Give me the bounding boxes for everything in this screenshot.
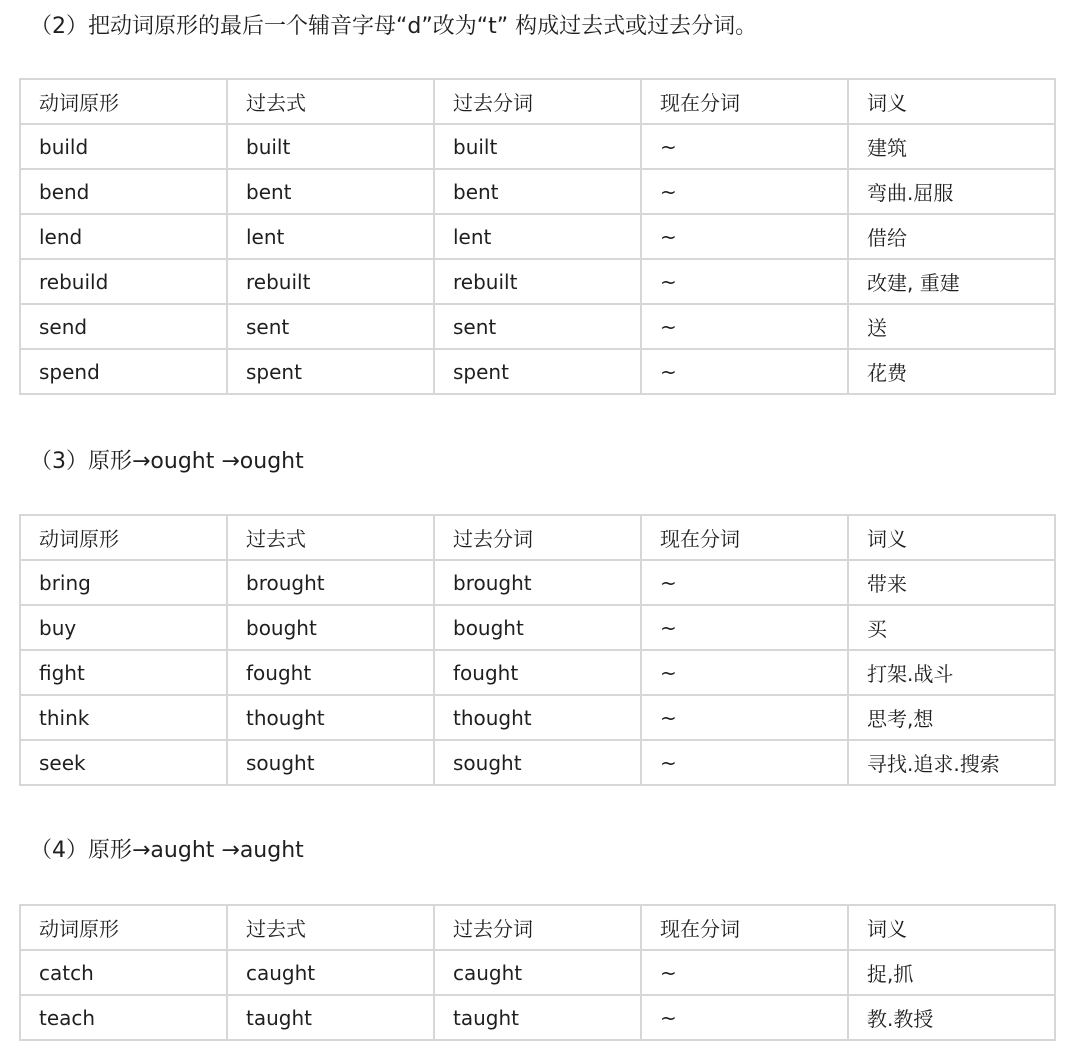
cell-past-participle: caught (434, 950, 641, 995)
cell-present-participle: ~ (641, 169, 848, 214)
table-header-row (20, 905, 1055, 950)
verb-table-ought (19, 514, 1056, 786)
cell-meaning: 打架.战斗 (848, 650, 1055, 695)
cell-present-participle: ~ (641, 995, 848, 1040)
table-row (20, 950, 1055, 995)
column-header-past-participle: 过去分词 (434, 515, 641, 560)
column-header-past-tense: 过去式 (227, 515, 434, 560)
table-row (20, 214, 1055, 259)
table-row (20, 124, 1055, 169)
table-row (20, 304, 1055, 349)
cell-base-form: bend (20, 169, 227, 214)
cell-past-participle: fought (434, 650, 641, 695)
cell-base-form: rebuild (20, 259, 227, 304)
cell-meaning: 改建, 重建 (848, 259, 1055, 304)
cell-past-tense: rebuilt (227, 259, 434, 304)
table-header-row (20, 79, 1055, 124)
cell-present-participle: ~ (641, 650, 848, 695)
cell-meaning: 送 (848, 304, 1055, 349)
cell-base-form: fight (20, 650, 227, 695)
cell-past-tense: thought (227, 695, 434, 740)
column-header-base-form: 动词原形 (20, 79, 227, 124)
cell-base-form: teach (20, 995, 227, 1040)
column-header-present-participle: 现在分词 (641, 79, 848, 124)
cell-past-tense: fought (227, 650, 434, 695)
cell-past-participle: bent (434, 169, 641, 214)
cell-present-participle: ~ (641, 214, 848, 259)
cell-past-participle: spent (434, 349, 641, 394)
cell-past-tense: brought (227, 560, 434, 605)
cell-past-tense: lent (227, 214, 434, 259)
column-header-past-tense: 过去式 (227, 79, 434, 124)
table-row (20, 695, 1055, 740)
cell-past-tense: built (227, 124, 434, 169)
column-header-meaning: 词义 (848, 905, 1055, 950)
cell-meaning: 建筑 (848, 124, 1055, 169)
verb-table-aught (19, 904, 1056, 1041)
cell-meaning: 寻找.追求.搜索 (848, 740, 1055, 785)
section-heading-3: （3）原形→ought →ought (30, 449, 304, 474)
column-header-base-form: 动词原形 (20, 905, 227, 950)
cell-past-participle: sent (434, 304, 641, 349)
section-heading-2: （2）把动词原形的最后一个辅音字母“d”改为“t” 构成过去式或过去分词。 (30, 14, 758, 39)
column-header-meaning: 词义 (848, 79, 1055, 124)
cell-present-participle: ~ (641, 259, 848, 304)
cell-meaning: 买 (848, 605, 1055, 650)
cell-meaning: 教.教授 (848, 995, 1055, 1040)
cell-past-participle: brought (434, 560, 641, 605)
cell-present-participle: ~ (641, 950, 848, 995)
cell-past-tense: caught (227, 950, 434, 995)
cell-past-participle: taught (434, 995, 641, 1040)
table-row (20, 995, 1055, 1040)
cell-past-tense: sought (227, 740, 434, 785)
verb-table-d-to-t (19, 78, 1056, 395)
cell-present-participle: ~ (641, 695, 848, 740)
table-row (20, 349, 1055, 394)
table-header-row (20, 515, 1055, 560)
column-header-meaning: 词义 (848, 515, 1055, 560)
cell-present-participle: ~ (641, 349, 848, 394)
cell-past-tense: sent (227, 304, 434, 349)
cell-past-participle: built (434, 124, 641, 169)
cell-past-tense: bought (227, 605, 434, 650)
cell-past-tense: taught (227, 995, 434, 1040)
cell-past-participle: thought (434, 695, 641, 740)
cell-meaning: 思考,想 (848, 695, 1055, 740)
cell-meaning: 借给 (848, 214, 1055, 259)
cell-base-form: send (20, 304, 227, 349)
cell-base-form: lend (20, 214, 227, 259)
cell-past-participle: sought (434, 740, 641, 785)
cell-meaning: 带来 (848, 560, 1055, 605)
table-row (20, 740, 1055, 785)
cell-present-participle: ~ (641, 605, 848, 650)
cell-present-participle: ~ (641, 304, 848, 349)
column-header-past-participle: 过去分词 (434, 905, 641, 950)
cell-present-participle: ~ (641, 124, 848, 169)
cell-base-form: bring (20, 560, 227, 605)
table-row (20, 169, 1055, 214)
column-header-past-tense: 过去式 (227, 905, 434, 950)
table-row (20, 560, 1055, 605)
cell-meaning: 捉,抓 (848, 950, 1055, 995)
cell-base-form: spend (20, 349, 227, 394)
cell-base-form: think (20, 695, 227, 740)
section-heading-4: （4）原形→aught →aught (30, 838, 304, 863)
cell-past-participle: bought (434, 605, 641, 650)
cell-base-form: seek (20, 740, 227, 785)
cell-present-participle: ~ (641, 560, 848, 605)
cell-present-participle: ~ (641, 740, 848, 785)
cell-past-tense: bent (227, 169, 434, 214)
table-row (20, 650, 1055, 695)
table-row (20, 605, 1055, 650)
cell-past-tense: spent (227, 349, 434, 394)
cell-base-form: catch (20, 950, 227, 995)
cell-past-participle: lent (434, 214, 641, 259)
cell-past-participle: rebuilt (434, 259, 641, 304)
column-header-past-participle: 过去分词 (434, 79, 641, 124)
cell-meaning: 花费 (848, 349, 1055, 394)
cell-base-form: buy (20, 605, 227, 650)
column-header-present-participle: 现在分词 (641, 905, 848, 950)
cell-meaning: 弯曲.屈服 (848, 169, 1055, 214)
column-header-present-participle: 现在分词 (641, 515, 848, 560)
column-header-base-form: 动词原形 (20, 515, 227, 560)
cell-base-form: build (20, 124, 227, 169)
table-row (20, 259, 1055, 304)
